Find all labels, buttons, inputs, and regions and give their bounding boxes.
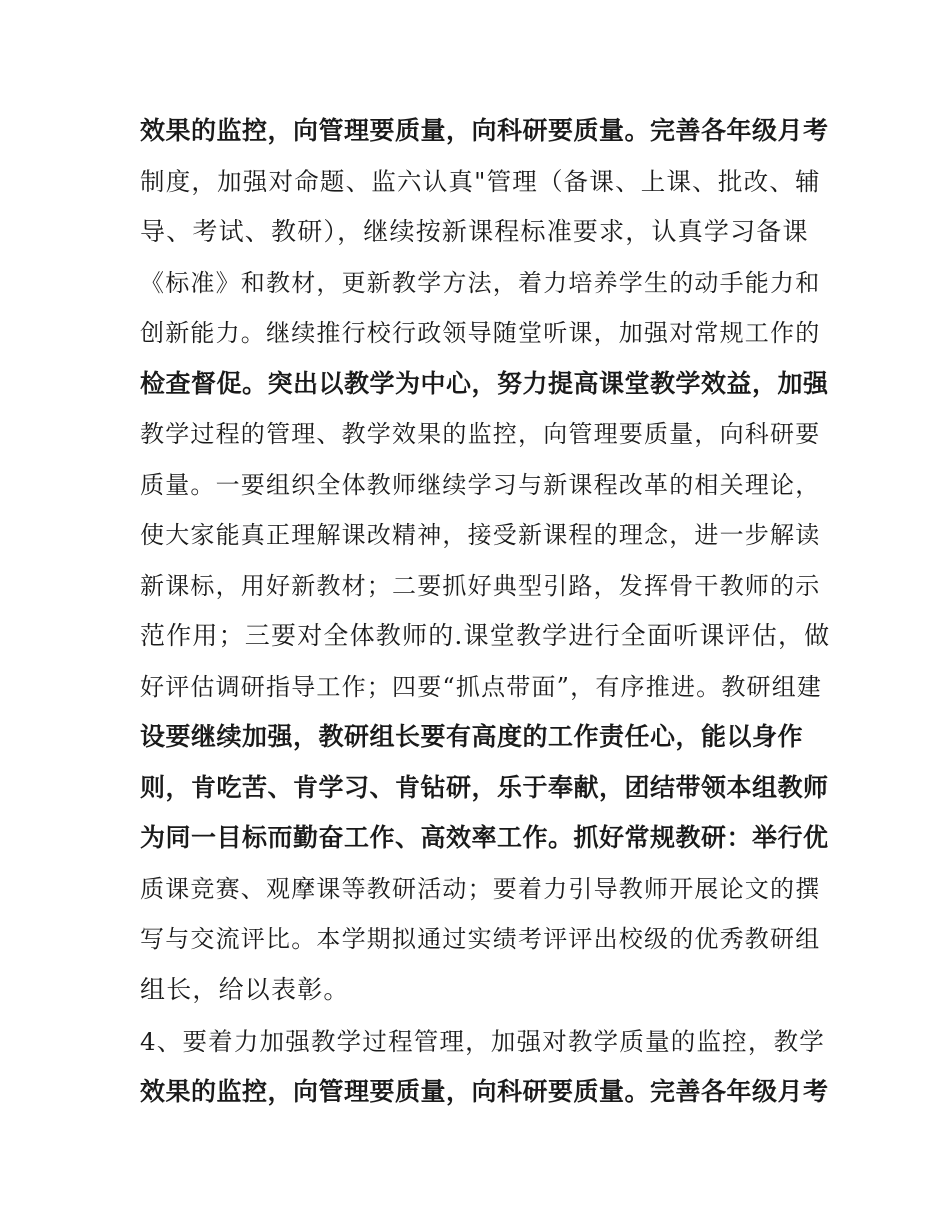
text-line (140, 113, 830, 149)
text-line (140, 366, 830, 402)
text-segment: 为同一目标而勤奋工作、高效率工作。抓好常规教研：举行优 (140, 823, 829, 852)
text-segment: 教学过程的管理、教学效果的监控，向管理要质量，向科研要 (140, 420, 821, 448)
text-line (140, 517, 830, 553)
text-line (140, 265, 830, 301)
text-line (140, 719, 830, 755)
text-segment: 范作用；三要对全体教师的.课堂教学进行全面听课评估，做 (140, 621, 831, 650)
text-line (140, 315, 830, 351)
text-segment: 质量。一要组织全体教师继续学习与新课程改革的相关理论， (140, 471, 821, 499)
text-line (140, 416, 830, 452)
text-segment: 检查督促。突出以教学为中心，努力提高课堂教学效益，加强 (140, 369, 829, 398)
text-line (140, 820, 830, 856)
text-segment: 效果的监控，向管理要质量，向科研要质量。完善各年级月考 (140, 1077, 829, 1106)
text-segment: 《标准》和教材，更新教学方法，着力培养学生的动手能力和 (140, 269, 821, 297)
text-line (140, 568, 830, 604)
text-segment: 效果的监控，向管理要质量，向科研要质量。完善各年级月考 (140, 116, 829, 145)
text-segment: 新课标，用好新教材；二要抓好典型引路，发挥骨干教师的示 (140, 572, 821, 600)
text-segment: 创新能力。继续推行校行政领导随堂听课，加强对常规工作的 (140, 319, 821, 347)
text-line (140, 214, 830, 250)
text-segment: 写与交流评比。本学期拟通过实绩考评评出校级的优秀教研组 (140, 925, 821, 953)
text-line (140, 972, 830, 1008)
text-line (140, 770, 830, 806)
text-segment: 4、要着力加强教学过程管理，加强对教学质量的监控，教学 (140, 1027, 825, 1056)
text-line (140, 618, 830, 654)
text-segment: 设要继续加强，教研组长要有高度的工作责任心，能以身作 (140, 722, 804, 751)
text-line (140, 871, 830, 907)
text-segment: 使大家能真正理解课改精神，接受新课程的理念，进一步解读 (140, 521, 821, 549)
text-segment: 管理（备课、上课、批改、辅 (486, 167, 821, 196)
text-segment: 组长，给以表彰。 (140, 975, 350, 1004)
text-line (140, 164, 830, 200)
text-segment: 好评估调研指导工作；四要“抓点带面”，有序推进。教研组建 (140, 673, 823, 701)
text-segment: 制度，加强对命题、监六认真" (140, 167, 487, 196)
text-segment: 则，肯吃苦、肯学习、肯钻研，乐于奉献，团结带领本组教师 (140, 773, 829, 802)
text-segment: 质课竞赛、观摩课等教研活动；要着力引导教师开展论文的撰 (140, 875, 821, 903)
text-line (140, 467, 830, 503)
text-line (140, 1074, 830, 1110)
text-segment: 导、考试、教研），继续按新课程标准要求，认真学习备课 (140, 217, 809, 246)
text-line (140, 921, 830, 957)
text-line (140, 669, 830, 705)
text-line (140, 1024, 830, 1060)
